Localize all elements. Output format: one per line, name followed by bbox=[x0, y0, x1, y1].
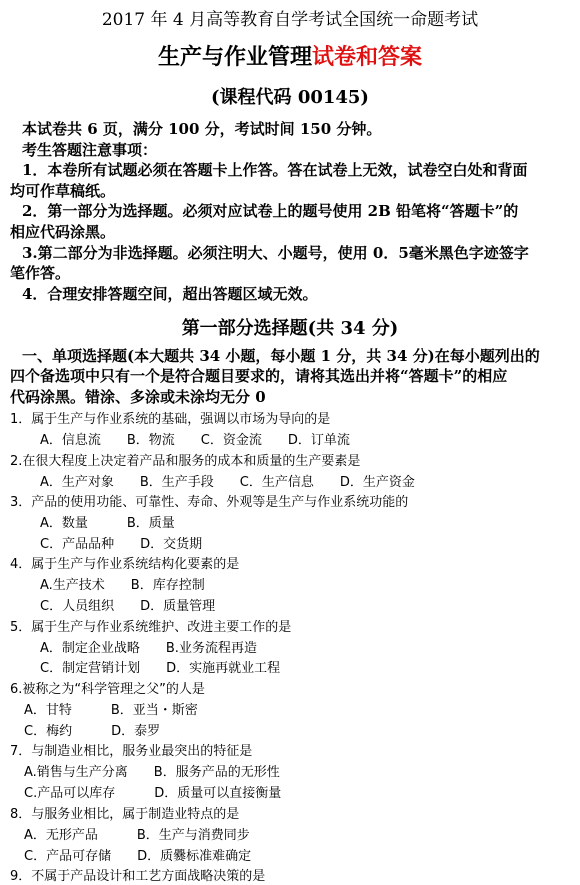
exam-header-line: 2017 年 4 月高等教育自学考试全国统一命题考试 bbox=[101, 10, 479, 30]
question-8-options-row-1: A．无形产品 B．生产与消费同步 bbox=[24, 828, 250, 843]
question-1-stem: 1．属于生产与作业系统的基础，强调以市场为导向的是 bbox=[10, 412, 331, 427]
exam-title-red: 试卷和答案 bbox=[312, 44, 423, 70]
question-2-stem: 2.在很大程度上决定着产品和服务的成本和质量的生产要素是 bbox=[10, 454, 361, 469]
notice-item-4: 4．合理安排答题空间，超出答题区域无效。 bbox=[22, 285, 318, 303]
question-9-stem: 9．不属于产品设计和工艺方面战略决策的是 bbox=[10, 869, 266, 884]
exam-title-black: 生产与作业管理 bbox=[157, 44, 312, 70]
question-5-options-row-1: A．制定企业战略 B.业务流程再造 bbox=[40, 641, 257, 656]
notice-item-1-line-1: 1．本卷所有试题必须在答题卡上作答。答在试卷上无效，试卷空白处和背面 bbox=[22, 161, 528, 179]
question-3-options-row-2: C．产品品种 D．交货期 bbox=[40, 537, 203, 552]
question-6-stem: 6.被称之为“科学管理之父”的人是 bbox=[10, 682, 205, 697]
question-4-stem: 4．属于生产与作业系统结构化要素的是 bbox=[10, 557, 240, 572]
question-3-stem: 3．产品的使用功能、可靠性、寿命、外观等是生产与作业系统功能的 bbox=[10, 495, 409, 510]
question-6-options-row-2: C．梅约 D．泰罗 bbox=[24, 724, 161, 739]
part-one-intro-line-3: 代码涂黑。错涂、多涂或未涂均无分 0 bbox=[10, 388, 266, 406]
notice-item-2-line-1: 2．第一部分为选择题。必须对应试卷上的题号使用 2B 铅笔将“答题卡”的 bbox=[22, 202, 519, 220]
part-one-intro-line-1: 一、单项选择题(本大题共 34 小题，每小题 1 分，共 34 分)在每小题列出的 bbox=[22, 347, 540, 365]
part-one-intro-line-2: 四个备选项中只有一个是符合题目要求的，请将其选出并将“答题卡”的相应 bbox=[10, 367, 508, 385]
question-3-options-row-1: A．数量 B．质量 bbox=[40, 516, 175, 531]
part-one-title: 第一部分选择题(共 34 分) bbox=[181, 318, 399, 339]
course-code: (课程代码 00145) bbox=[211, 87, 369, 108]
question-7-stem: 7．与制造业相比，服务业最突出的特征是 bbox=[10, 744, 253, 759]
question-1-options: A．信息流 B．物流 C．资金流 D．订单流 bbox=[40, 433, 350, 448]
question-8-stem: 8．与服务业相比，属于制造业特点的是 bbox=[10, 807, 240, 822]
question-4-options-row-1: A.生产技术 B．库存控制 bbox=[40, 578, 205, 593]
question-7-options-row-1: A.销售与生产分离 B．服务产品的无形性 bbox=[24, 765, 280, 780]
notice-heading: 考生答题注意事项： bbox=[22, 141, 158, 159]
notice-item-3-line-1: 3.第二部分为非选择题。必须注明大、小题号，使用 0．5毫米黑色字迹签字 bbox=[22, 244, 529, 262]
notice-item-2-line-2: 相应代码涂黑。 bbox=[10, 223, 116, 241]
question-7-options-row-2: C.产品可以库存 D．质量可以直接衡量 bbox=[24, 786, 282, 801]
notice-item-1-line-2: 均可作草稿纸。 bbox=[10, 182, 116, 200]
question-5-options-row-2: C．制定营销计划 D．实施再就业工程 bbox=[40, 661, 281, 676]
notice-item-3-line-2: 笔作答。 bbox=[10, 264, 71, 282]
question-4-options-row-2: C．人员组织 D．质量管理 bbox=[40, 599, 216, 614]
question-8-options-row-2: C．产品可存储 D．质爨标准难确定 bbox=[24, 849, 252, 864]
exam-title bbox=[0, 40, 580, 71]
exam-summary: 本试卷共 6 页，满分 100 分，考试时间 150 分钟。 bbox=[22, 120, 382, 138]
question-5-stem: 5．属于生产与作业系统维护、改进主要工作的是 bbox=[10, 620, 292, 635]
question-2-options: A．生产对象 B．生产手段 C．生产信息 D．生产资金 bbox=[40, 475, 415, 490]
question-6-options-row-1: A．甘特 B．亚当・斯密 bbox=[24, 703, 198, 718]
